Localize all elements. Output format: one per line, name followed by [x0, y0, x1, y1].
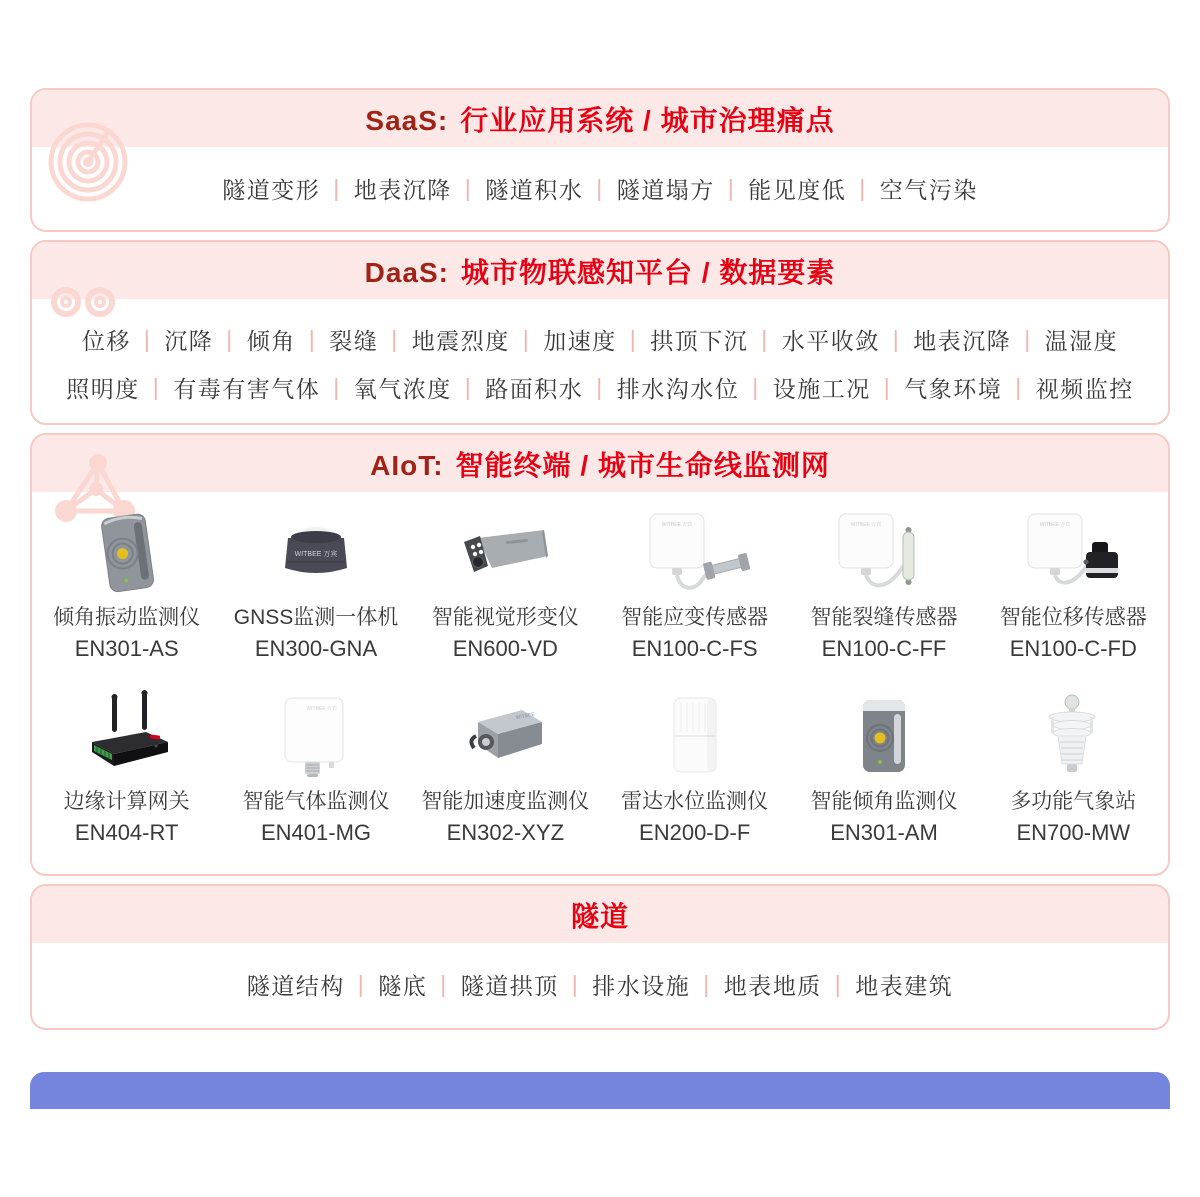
keyword: 视频监控: [1035, 375, 1134, 402]
keyword: 沉降: [164, 327, 214, 354]
product-card: [789, 690, 978, 848]
section-title-main: 智能终端 / 城市生命线监测网: [455, 449, 830, 481]
product-model: EN700-MW: [1016, 820, 1131, 845]
keyword-divider: |: [752, 373, 760, 400]
keyword-list-daas-row1: [32, 315, 1168, 363]
keyword: 隧道结构: [246, 973, 345, 999]
keyword-divider: |: [571, 971, 580, 997]
svg-text:WITBEE 万宾: WITBEE 万宾: [1040, 522, 1071, 528]
section-title-prefix: DaaS:: [364, 256, 450, 288]
product-model: EN100-C-FF: [821, 636, 947, 661]
product-card: [221, 506, 410, 664]
keyword-divider: |: [1015, 373, 1023, 400]
product-card: [600, 690, 789, 848]
section-header-aiot: [32, 435, 1168, 492]
keyword-divider: |: [883, 373, 892, 400]
product-image-displacement-sensor: [1014, 506, 1132, 602]
svg-text:WITBEE 万宾: WITBEE 万宾: [850, 522, 882, 528]
product-model: EN302-XYZ: [446, 820, 565, 845]
product-name: 智能气体监测仪: [242, 790, 390, 813]
keyword: 路面积水: [485, 375, 584, 402]
section-title-main: 行业应用系统 / 城市治理痛点: [460, 104, 835, 136]
product-card: [32, 690, 221, 848]
keyword-divider: |: [596, 373, 604, 400]
product-image-strain-sensor: [636, 506, 754, 602]
product-image-gnss-station: [257, 506, 375, 602]
product-image-accelerometer: [446, 690, 564, 786]
keyword-divider: |: [596, 175, 604, 201]
product-name: 智能倾角监测仪: [810, 790, 958, 813]
keyword: 拱顶下沉: [650, 327, 749, 354]
section-header-tunnel: [32, 886, 1168, 943]
product-name: 智能应变传感器: [621, 606, 769, 629]
product-name: 倾角振动监测仪: [53, 606, 201, 629]
keyword: 设施工况: [772, 375, 871, 402]
product-model: EN100-C-FD: [1009, 636, 1137, 661]
keyword-divider: |: [226, 325, 234, 352]
keyword: 裂缝: [329, 327, 379, 354]
keyword: 地表沉降: [913, 327, 1012, 354]
product-image-gas-monitor: [257, 690, 375, 786]
keyword-divider: |: [391, 325, 399, 352]
keyword-divider: |: [440, 971, 448, 997]
product-image-radar-level-monitor: [636, 690, 754, 786]
product-card: [411, 690, 600, 848]
keyword: 气象环境: [904, 375, 1003, 402]
keyword: 隧道拱顶: [460, 973, 559, 999]
keyword-divider: |: [464, 175, 473, 201]
product-model: EN300-GNA: [254, 636, 378, 661]
keyword: 位移: [81, 327, 131, 354]
keyword-divider: |: [727, 175, 736, 201]
keyword-divider: |: [859, 175, 867, 201]
keyword-list-tunnel: [32, 943, 1168, 1026]
product-model: EN600-VD: [452, 636, 558, 661]
product-card: [979, 690, 1168, 848]
keyword: 氧气浓度: [353, 375, 452, 402]
keyword: 排水沟水位: [616, 375, 740, 402]
section-title-main: 城市物联感知平台 / 数据要素: [461, 256, 836, 288]
keyword-divider: |: [143, 325, 152, 352]
section-card-aiot: [30, 433, 1170, 876]
svg-text:WITBEE 万宾: WITBEE 万宾: [306, 706, 337, 712]
svg-text:WITBEE 万宾: WITBEE 万宾: [661, 522, 692, 528]
product-card: [789, 506, 978, 664]
keyword-divider: |: [522, 325, 531, 352]
product-image-tilt-monitor: [825, 690, 943, 786]
product-image-weather-station: [1014, 690, 1132, 786]
section-title-main: 隧道: [570, 900, 629, 932]
product-card: [600, 506, 789, 664]
keyword-divider: |: [1024, 325, 1032, 352]
product-name: 智能位移传感器: [999, 606, 1147, 629]
keyword-list-saas: [32, 147, 1168, 230]
keyword: 地表建筑: [855, 973, 954, 999]
keyword: 隧道积水: [485, 177, 584, 203]
keyword: 隧道塌方: [616, 177, 715, 203]
keyword: 隧道变形: [222, 177, 321, 203]
keyword: 地震烈度: [411, 327, 510, 354]
keyword: 水平收敛: [781, 327, 880, 354]
keyword-divider: |: [357, 971, 366, 997]
product-name: 雷达水位监测仪: [621, 790, 769, 813]
section-title-prefix: SaaS:: [365, 104, 449, 136]
keyword-list-daas-row2: [32, 363, 1168, 411]
product-name: 智能加速度监测仪: [421, 790, 590, 813]
keyword-divider: |: [333, 175, 341, 201]
keyword: 加速度: [543, 327, 617, 354]
section-header-daas: [32, 242, 1168, 299]
section-title-prefix: AIoT:: [370, 449, 444, 481]
keyword: 排水设施: [592, 973, 691, 999]
section-title-saas: [365, 99, 834, 139]
svg-text:WITBEE 万宾: WITBEE 万宾: [294, 551, 338, 558]
keyword: 地表沉降: [353, 177, 452, 203]
keyword: 温湿度: [1044, 327, 1119, 354]
product-model: EN100-C-FS: [631, 636, 758, 661]
svg-text:WITBEE: WITBEE: [515, 711, 536, 721]
product-model: EN301-AS: [74, 636, 179, 661]
keyword: 倾角: [246, 327, 296, 354]
keyword-divider: |: [629, 325, 638, 352]
keyword-divider: |: [152, 373, 161, 400]
product-model: EN200-D-F: [639, 820, 751, 845]
keyword: 能见度低: [748, 177, 847, 203]
product-card: [411, 506, 600, 664]
next-section-bar: [30, 1072, 1170, 1109]
product-image-vision-camera: [446, 506, 564, 602]
keyword-divider: |: [308, 325, 317, 352]
product-model: EN401-MG: [260, 820, 372, 845]
keyword-divider: |: [761, 325, 769, 352]
product-name: 多功能气象站: [1010, 790, 1137, 813]
product-name: 边缘计算网关: [63, 790, 190, 813]
keyword-divider: |: [703, 971, 711, 997]
product-model: EN404-RT: [74, 820, 179, 845]
product-grid: [32, 492, 1168, 848]
product-image-edge-gateway: [68, 690, 186, 786]
section-title-aiot: [370, 444, 830, 484]
section-title-tunnel: [571, 895, 629, 935]
section-card-saas: [30, 88, 1170, 232]
keyword-divider: |: [464, 373, 473, 400]
product-image-tilt-vibration-monitor: [68, 506, 186, 602]
product-name: 智能裂缝传感器: [810, 606, 958, 629]
section-title-daas: [365, 251, 836, 291]
product-card: [221, 690, 410, 848]
keyword: 地表地质: [723, 973, 822, 999]
keyword-divider: |: [834, 971, 843, 997]
product-name: GNSS监测一体机: [233, 606, 399, 629]
keyword-divider: |: [333, 373, 341, 400]
product-image-crack-sensor: [825, 506, 943, 602]
product-card: [979, 506, 1168, 664]
keyword-divider: |: [892, 325, 901, 352]
keyword: 隧底: [378, 973, 428, 999]
product-name: 智能视觉形变仪: [431, 606, 579, 629]
product-model: EN301-AM: [830, 820, 938, 845]
section-card-tunnel: [30, 884, 1170, 1030]
section-card-daas: [30, 240, 1170, 425]
product-card: [32, 506, 221, 664]
keyword: 照明度: [66, 375, 140, 402]
keyword: 空气污染: [879, 177, 978, 203]
section-header-saas: [32, 90, 1168, 147]
keyword: 有毒有害气体: [173, 375, 321, 402]
